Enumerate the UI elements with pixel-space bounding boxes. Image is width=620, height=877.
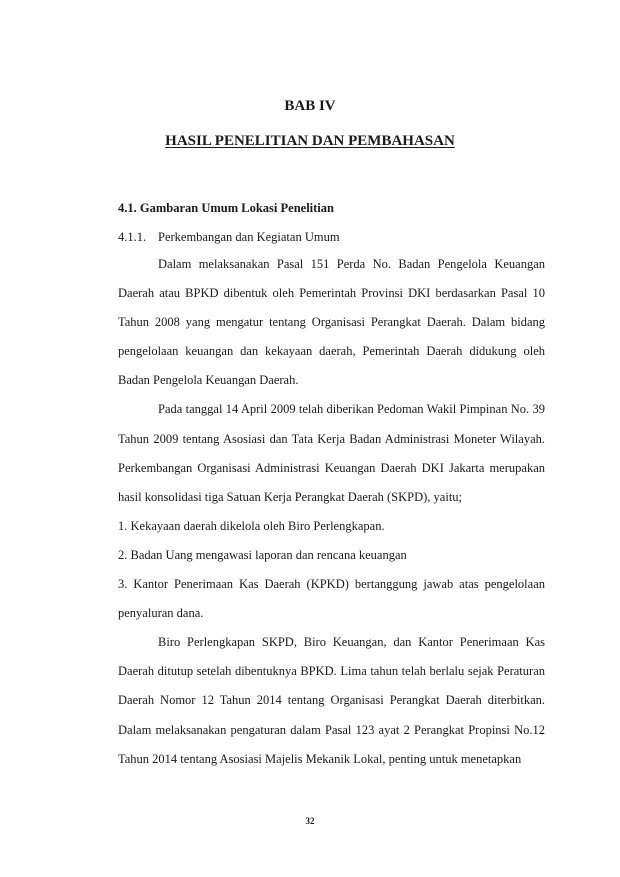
page-number: 32 bbox=[305, 816, 315, 826]
subsection-number: 4.1.1. bbox=[118, 230, 147, 244]
paragraph: Biro Perlengkapan SKPD, Biro Keuangan, dan Kantor Penerimaan Kas Daerah ditutup setelah dibentuknya BPKD. Lima tahun telah berlalu sejak Peraturan Daerah Nomor 12 Tahun 2014 tentang Organisasi Perangkat Daerah diterbitkan. Dalam melaksanakan pengaturan dalam Pasal 123 ayat 2 Perangkat Propinsi No.12 Tahun 2014 tentang Asosiasi Majelis Mekanik Lokal, penting untuk menetapkan bbox=[118, 635, 545, 766]
body-text bbox=[118, 250, 545, 774]
chapter-title: HASIL PENELITIAN DAN PEMBAHASAN bbox=[165, 133, 455, 149]
list-item: 2. Badan Uang mengawasi laporan dan rencana keuangan bbox=[118, 547, 407, 562]
paragraph: Pada tanggal 14 April 2009 telah diberikan Pedoman Wakil Pimpinan No. 39 Tahun 2009 tentang Asosiasi dan Tata Kerja Badan Administrasi Moneter Wilayah. Perkembangan Organisasi Administrasi Keuangan Daerah DKI Jakarta merupakan hasil konsolidasi tiga Satuan Kerja Perangkat Daerah (SKPD), yaitu; bbox=[118, 402, 545, 504]
chapter-number: BAB IV bbox=[284, 98, 336, 114]
paragraph: Dalam melaksanakan Pasal 151 Perda No. Badan Pengelola Keuangan Daerah atau BPKD dibentuk oleh Pemerintah Provinsi DKI berdasarkan Pasal 10 Tahun 2008 yang mengatur tentang Organisasi Perangkat Daerah. Dalam bidang pengelolaan keuangan dan kekayaan daerah, Pemerintah Daerah didukung oleh Badan Pengelola Keuangan Daerah. bbox=[118, 257, 545, 388]
subsection-title: Perkembangan dan Kegiatan Umum bbox=[158, 230, 340, 244]
subsection-heading bbox=[118, 230, 340, 245]
list-item: 3. Kantor Penerimaan Kas Daerah (KPKD) bertanggung jawab atas pengelolaan penyaluran dana. bbox=[118, 577, 545, 621]
section-heading: 4.1. Gambaran Umum Lokasi Penelitian bbox=[118, 201, 334, 215]
list-item: 1. Kekayaan daerah dikelola oleh Biro Perlengkapan. bbox=[118, 518, 385, 533]
